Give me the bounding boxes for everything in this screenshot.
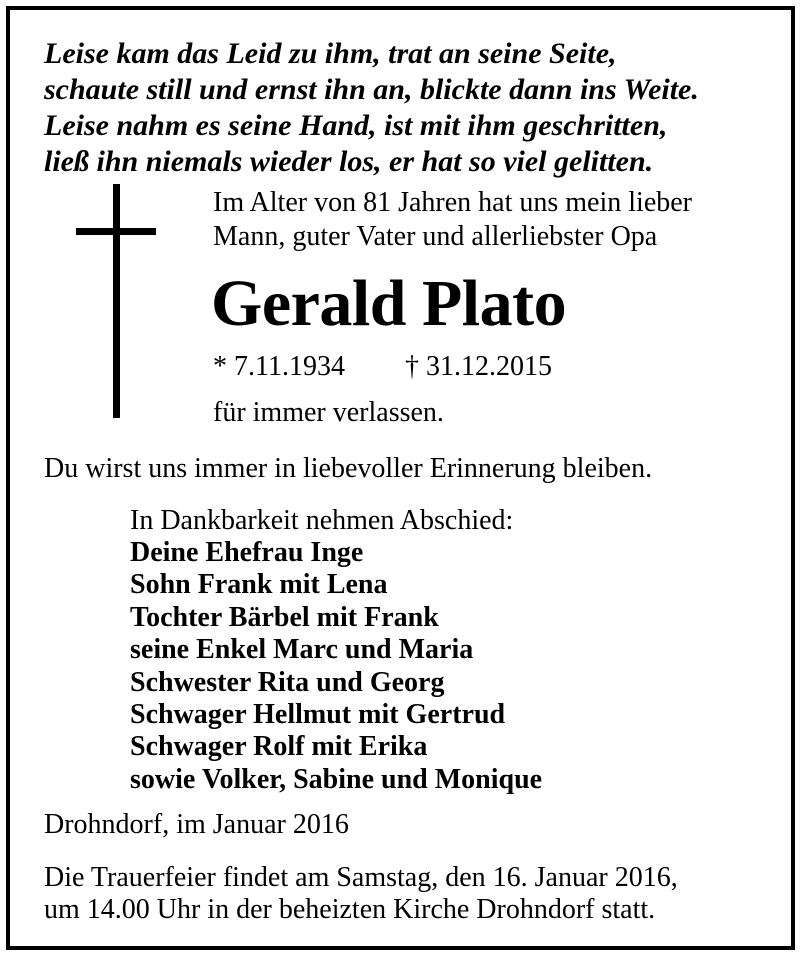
- service-line: Die Trauerfeier findet am Samstag, den 16. Januar 2016,: [44, 862, 678, 893]
- intro-text: [213, 186, 692, 254]
- list-item: seine Enkel Marc und Maria: [130, 634, 474, 666]
- birth-date: * 7.11.1934: [213, 351, 345, 382]
- list-item: Schwager Hellmut mit Gertrud: [130, 698, 506, 730]
- poem-line: ließ ihn niemals wieder los, er hat so viel gelitten.: [44, 145, 654, 178]
- list-item: Tochter Bärbel mit Frank: [130, 601, 439, 633]
- deceased-name: Gerald Plato: [211, 267, 567, 340]
- service-line: um 14.00 Uhr in der beheizten Kirche Drohndorf statt.: [44, 894, 656, 925]
- thanks-heading: In Dankbarkeit nehmen Abschied:: [130, 505, 514, 536]
- funeral-service-info: [44, 862, 678, 926]
- intro-line: Mann, guter Vater und allerliebster Opa: [213, 221, 658, 252]
- list-item: Sohn Frank mit Lena: [130, 569, 388, 601]
- poem-line: Leise kam das Leid zu ihm, trat an seine Seite,: [44, 37, 617, 70]
- list-item: Schwager Rolf mit Erika: [130, 731, 428, 763]
- list-item: Schwester Rita und Georg: [130, 666, 445, 698]
- place-date: Drohndorf, im Januar 2016: [44, 809, 349, 840]
- intro-line: Im Alter von 81 Jahren hat uns mein lieber: [213, 187, 692, 218]
- poem-line: Leise nahm es seine Hand, ist mit ihm geschritten,: [44, 109, 668, 142]
- left-us-text: für immer verlassen.: [213, 397, 444, 428]
- cross-horizontal-bar: [76, 228, 156, 235]
- poem: [44, 36, 764, 180]
- list-item: Deine Ehefrau Inge: [130, 537, 364, 568]
- remembrance-line: Du wirst uns immer in liebevoller Erinnerung bleiben.: [44, 453, 653, 484]
- death-date: † 31.12.2015: [405, 351, 552, 382]
- cross-vertical-bar: [113, 184, 120, 418]
- mourners-list: [130, 537, 542, 796]
- list-item: sowie Volker, Sabine und Monique: [130, 763, 543, 795]
- poem-line: schaute still und ernst ihn an, blickte dann ins Weite.: [44, 73, 699, 106]
